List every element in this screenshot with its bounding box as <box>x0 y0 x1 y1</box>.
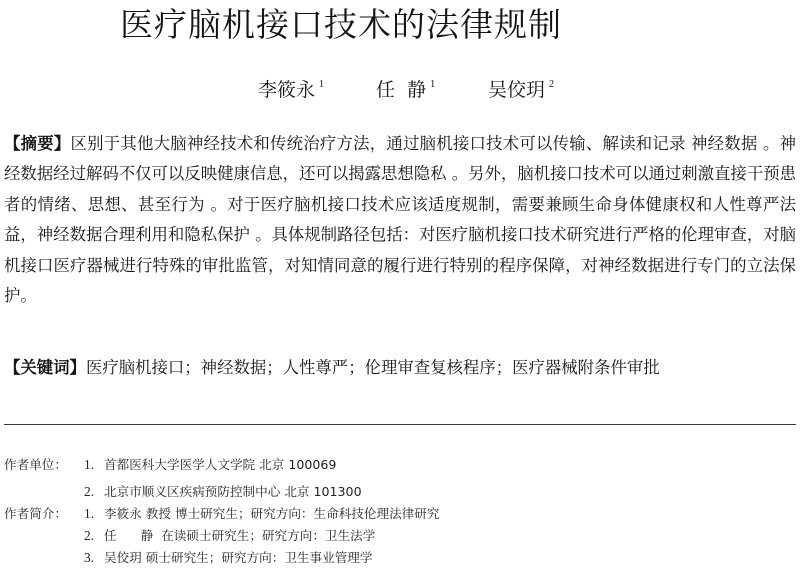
author-1 <box>258 72 324 103</box>
bio-number: 2. <box>84 528 95 543</box>
bio-text: 任 静 在读硕士研究生；研究方向：卫生法学 <box>104 528 376 543</box>
keywords-label: 【关键词】 <box>4 358 86 377</box>
author-3 <box>488 72 554 103</box>
unit-text: 首都医科大学医学人文学院 北京 100069 <box>104 457 337 472</box>
unit-number: 1. <box>84 457 95 472</box>
paper-title: 医疗脑机接口技术的法律规制 <box>120 5 562 44</box>
keywords <box>4 353 796 382</box>
author-name: 吴佼玥 <box>488 79 546 101</box>
author-affiliation-mark: 1 <box>319 79 325 90</box>
author-2 <box>376 72 435 103</box>
bio-text: 吴佼玥 硕士研究生；研究方向：卫生事业管理学 <box>104 550 373 565</box>
bio-number: 3. <box>84 550 95 565</box>
abstract-label: 【摘要】 <box>4 134 71 153</box>
author-name: 李筱永 <box>258 79 316 101</box>
author-unit-label: 作者单位： <box>4 457 67 472</box>
author-affiliation-mark: 2 <box>549 79 555 90</box>
unit-text: 北京市顺义区疾病预防控制中心 北京 101300 <box>104 484 362 499</box>
unit-number: 2. <box>84 484 95 499</box>
bio-text: 李筱永 教授 博士研究生；研究方向：生命科技伦理法律研究 <box>104 506 440 521</box>
bio-number: 1. <box>84 506 95 521</box>
author-bio-label: 作者简介： <box>4 506 67 521</box>
author-name: 任 静 <box>376 79 427 101</box>
abstract-text: 区别于其他大脑神经技术和传统治疗方法，通过脑机接口技术可以传输、解读和记录 神经数据 。神经数据经过解码不仅可以反映健康信息，还可以揭露思想隐私 。另外，脑机接口技术可以通过刺激直接干预患者的情绪、思想、甚至行为 。对于医疗脑机接口技术应该适度规制，需要兼顾生命身体健康权和人性尊严法益，神经数据合理利用和隐私保护 。具体规制路径包括：对医疗脑机接口技术研究进行严格的伦理审查，对脑机接口医疗器械进行特殊的审批监管，对知情同意的履行进行特别的程序保障，对神经数据进行专门的立法保护。 <box>4 134 796 306</box>
footnote-divider <box>4 424 796 425</box>
author-affiliation-mark: 1 <box>430 79 436 90</box>
keywords-text: 医疗脑机接口；神经数据；人性尊严；伦理审查复核程序；医疗器械附条件审批 <box>85 358 660 377</box>
abstract <box>4 129 796 311</box>
